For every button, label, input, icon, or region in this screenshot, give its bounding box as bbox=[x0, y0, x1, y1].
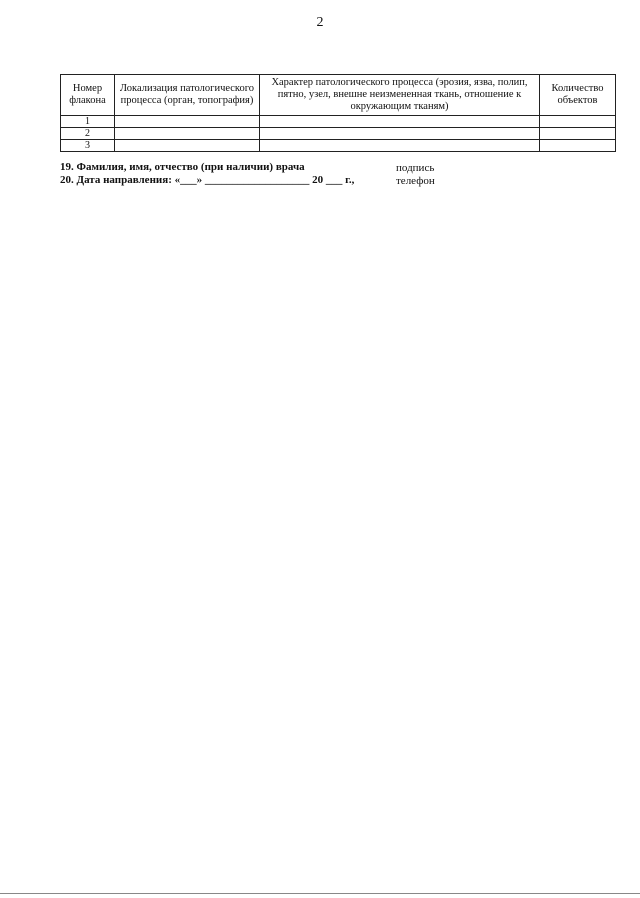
table-header-row bbox=[61, 75, 616, 116]
signature-label: подпись bbox=[396, 162, 435, 174]
phone-label: телефон bbox=[396, 175, 435, 187]
table-row bbox=[61, 116, 616, 128]
cell-process-character bbox=[260, 140, 540, 152]
cell-localization bbox=[115, 116, 260, 128]
cell-localization bbox=[115, 128, 260, 140]
header-object-count: Количество объектов bbox=[540, 75, 616, 116]
cell-object-count bbox=[540, 140, 616, 152]
cell-vial-number: 3 bbox=[61, 140, 115, 152]
page-bottom-edge bbox=[0, 893, 640, 894]
doctor-name-field: 19. Фамилия, имя, отчество (при наличии) врача bbox=[60, 161, 305, 173]
header-vial-number: Номер флакона bbox=[61, 75, 115, 116]
cell-vial-number: 2 bbox=[61, 128, 115, 140]
page-number: 2 bbox=[316, 15, 324, 30]
header-localization: Локализация патологического процесса (орган, топография) bbox=[115, 75, 260, 116]
cell-object-count bbox=[540, 116, 616, 128]
cell-vial-number: 1 bbox=[61, 116, 115, 128]
cell-process-character bbox=[260, 128, 540, 140]
referral-date-field: 20. Дата направления: «___» ___________________ 20 ___ г., bbox=[60, 174, 355, 186]
table-row bbox=[61, 128, 616, 140]
cell-process-character bbox=[260, 116, 540, 128]
cell-object-count bbox=[540, 128, 616, 140]
table-row bbox=[61, 140, 616, 152]
specimen-table bbox=[60, 74, 616, 152]
cell-localization bbox=[115, 140, 260, 152]
header-process-character: Характер патологического процесса (эрозия, язва, полип, пятно, узел, внешне неизмененная ткань, отношение к окружающим тканям) bbox=[260, 75, 540, 116]
